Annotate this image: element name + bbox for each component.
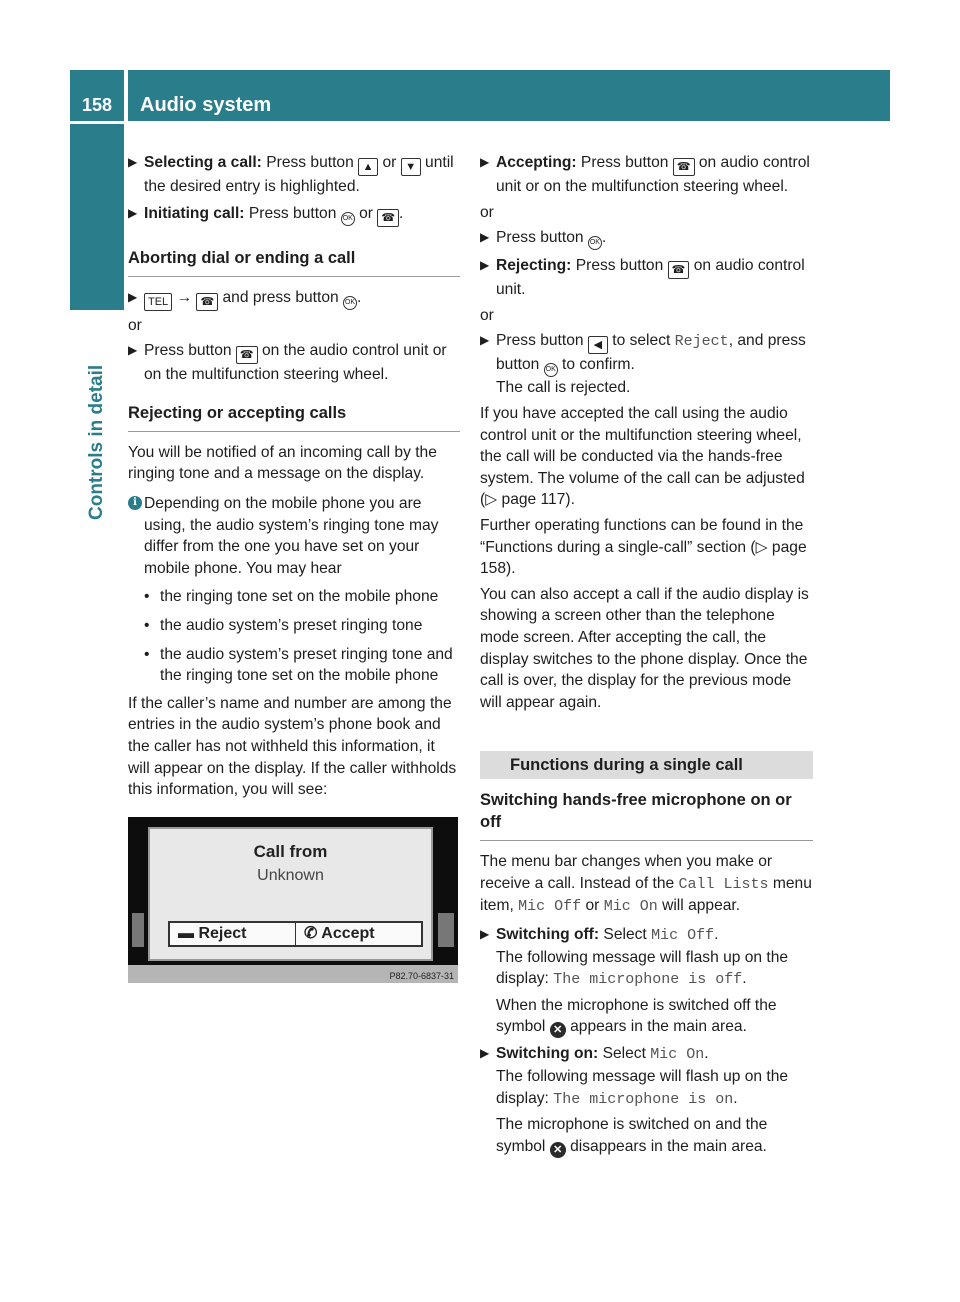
step-arrow-icon: ▶	[480, 333, 490, 348]
or-text: or	[480, 306, 494, 324]
step-arrow-icon: ▶	[128, 155, 138, 169]
reject-option: ▬ Reject	[178, 924, 247, 942]
end-call-icon: ▬	[178, 924, 194, 942]
step-arrow-icon: ▶	[480, 927, 490, 942]
mic-off-symbol-icon: ✕	[550, 1022, 566, 1038]
chapter-title: Audio system	[128, 70, 890, 121]
or-text: or	[480, 203, 494, 221]
ok-button-icon: OK	[544, 363, 558, 377]
dialog-caller: Unknown	[257, 866, 324, 884]
notify-paragraph: You will be notified of an incoming call by the ringing tone and a message on the display.	[128, 443, 437, 483]
tel-button: TEL	[144, 293, 172, 311]
dialog-menu-bar	[168, 921, 423, 947]
paragraph-accept-other-screen: You can also accept a call if the audio display is showing a screen other than the telephone mode screen. After accepting the call, the display switches to the phone display. Once the call is over, the display for the previous mode will appear again.	[480, 585, 809, 711]
step-rejecting: ▶ Rejecting: Press button ☎ on audio control unit.	[480, 257, 805, 299]
end-call-icon: ☎	[196, 293, 218, 311]
step-selecting-call: ▶ Selecting a call: Press button ▲ or ▼ until the desired entry is highlighted.	[128, 154, 454, 195]
left-column	[128, 152, 460, 983]
list-item: • the audio system’s preset ringing tone and the ringing tone set on the mobile phone	[144, 645, 453, 685]
step-switching-on: ▶ Switching on: Select Mic On. The following message will flash up on the display: The microphone is on. The microphone is switched on and the symbol ✕ disappears in the main area.	[480, 1045, 789, 1156]
right-column	[480, 152, 813, 1158]
page-number: 158	[70, 70, 124, 121]
step-initiating-call: ▶ Initiating call: Press button OK or ☎ .	[128, 203, 460, 227]
up-button-icon: ▲	[358, 158, 378, 176]
heading-rejecting: Rejecting or accepting calls	[128, 402, 460, 432]
phone-accept-icon: ✆	[304, 924, 318, 942]
phone-accept-icon: ☎	[377, 209, 399, 227]
call-from-screenshot	[128, 817, 458, 983]
list-item: • the ringing tone set on the mobile phone	[144, 588, 439, 606]
dialog-title: Call from	[253, 841, 328, 861]
ok-button-icon: OK	[341, 212, 355, 226]
down-button-icon: ▼	[401, 158, 421, 176]
call-dialog	[148, 827, 433, 961]
phone-accept-icon: ☎	[673, 158, 695, 176]
step-abort-tel: ▶ TEL → ☎ and press button OK .	[128, 287, 460, 311]
list-item: • the audio system’s preset ringing tone	[144, 616, 423, 634]
side-tab	[70, 124, 124, 310]
step-arrow-icon: ▶	[480, 258, 490, 273]
end-call-icon: ☎	[236, 346, 258, 364]
figure-code: P82.70-6837-31	[389, 970, 454, 981]
accept-option: ✆ Accept	[295, 923, 421, 945]
heading-aborting: Aborting dial or ending a call	[128, 247, 460, 277]
ok-button-icon: OK	[343, 296, 357, 310]
end-call-icon: ☎	[668, 261, 690, 279]
info-icon: i	[128, 496, 142, 510]
menu-bar-paragraph: The menu bar changes when you make or receive a call. Instead of the Call Lists menu item, Mic Off or Mic On will appear.	[480, 853, 812, 916]
paragraph-further-functions: Further operating functions can be found in the “Functions during a single-call” section (▷ page 158).	[480, 516, 807, 578]
step-arrow-icon: ▶	[128, 343, 138, 358]
caller-paragraph: If the caller’s name and number are among the entries in the audio system’s phone book and the caller has not withheld this information, it will appear on the display. If the caller withholds this information, you will see:	[128, 694, 457, 799]
heading-microphone: Switching hands-free microphone on or off	[480, 789, 813, 841]
step-abort-button: ▶ Press button ☎ on the audio control unit or on the multifunction steering wheel.	[128, 342, 447, 384]
side-label: Controls in detail	[86, 364, 107, 520]
step-arrow-icon: ▶	[480, 230, 490, 245]
step-switching-off: ▶ Switching off: Select Mic Off. The following message will flash up on the display: The microphone is off. When the microphone is switched off the symbol ✕ appears in the main area.	[480, 926, 789, 1037]
section-title: Functions during a single call	[480, 751, 813, 779]
info-note: i Depending on the mobile phone you are using, the audio system’s ringing tone may differ from the one you have set on your mobile phone. You may hear • the ringing tone set on the mobile phone • the audio system’s preset ringing tone • the audio system’s preset ringing tone and the ringing tone set on the mobile phone	[128, 493, 460, 687]
step-arrow-icon: ▶	[128, 289, 138, 304]
step-arrow-icon: ▶	[480, 155, 490, 169]
step-arrow-icon: ▶	[480, 1046, 490, 1061]
left-button-icon: ◀	[588, 336, 608, 354]
or-text: or	[128, 316, 142, 334]
paragraph-volume: If you have accepted the call using the audio control unit or the multifunction steering wheel, the call will be conducted via the hands-free system. The volume of the call can be adjusted (▷ page 117).	[480, 404, 805, 509]
step-accepting: ▶ Accepting: Press button ☎ on audio control unit or on the multifunction steering wheel.	[480, 154, 810, 195]
mic-off-symbol-icon: ✕	[550, 1142, 566, 1158]
ok-button-icon: OK	[588, 236, 602, 250]
step-press-left: ▶ Press button ◀ to select Reject, and press button OK to confirm. The call is rejected.	[480, 332, 806, 397]
step-arrow-icon: ▶	[128, 205, 138, 220]
step-press-ok: ▶ Press button OK .	[480, 227, 813, 250]
